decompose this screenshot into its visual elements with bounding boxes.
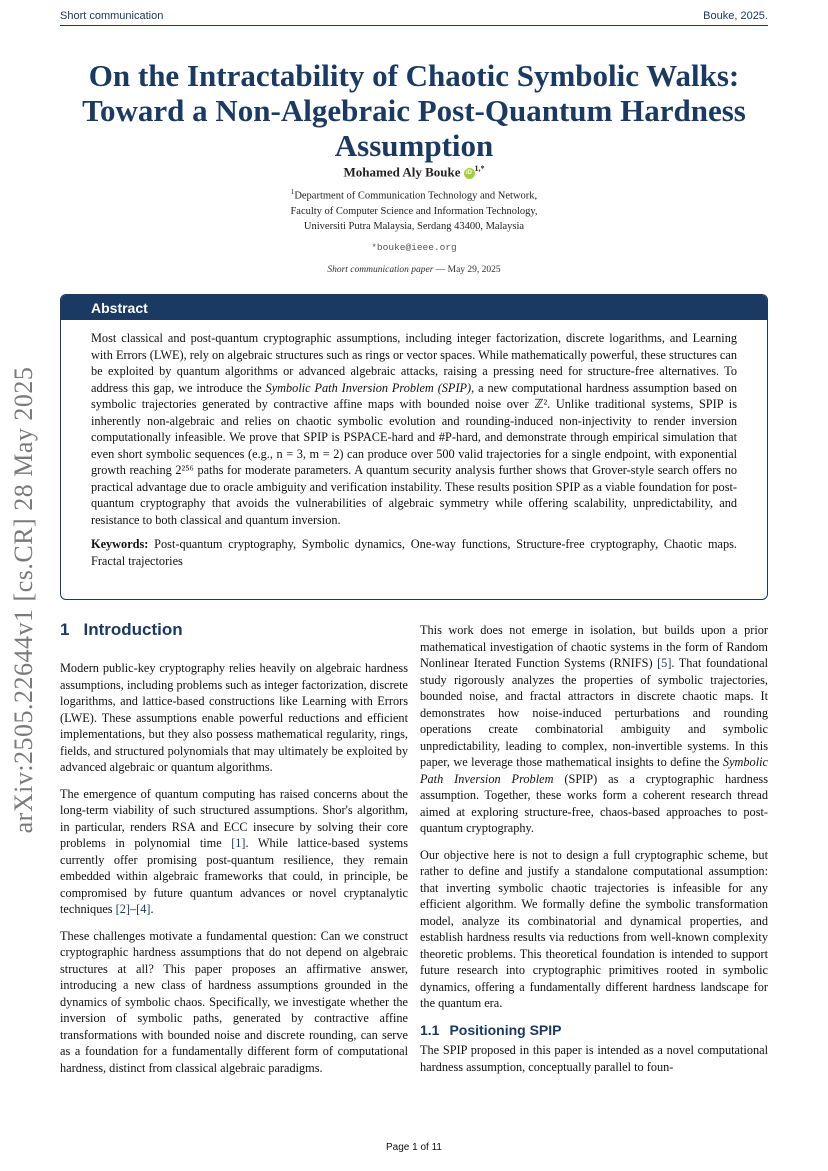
abstract-body — [61, 320, 767, 569]
section-number: 1 — [60, 620, 70, 639]
keywords — [91, 536, 737, 569]
intro-paragraph-2: The emergence of quantum computing has raised concerns about the long-term viability of such structured assumptions. Shor's algorithm, in particular, renders RSA and ECC insecure by solving their core problems in polynomial time [1]. While lattice-based systems currently offer promising post-quantum resilience, they remain embedded within algebraic frameworks that could, in principle, be compromised by future quantum advances or novel cryptanalytic techniques [2]–[4]. — [60, 786, 408, 916]
orcid-icon[interactable]: iD — [464, 168, 475, 179]
affiliation-line-1: $^1$Department of Communication Technology and Network, — [290, 188, 538, 202]
author-block — [60, 164, 768, 275]
keywords-list: Post-quantum cryptography, Symbolic dynamics, One-way functions, Structure-free cryptography, Chaotic maps. Fractal trajectories — [91, 537, 737, 568]
right-column — [420, 622, 768, 1085]
subsection-heading-positioning — [420, 1022, 768, 1039]
citation-link[interactable]: [2] — [115, 902, 131, 916]
intro-paragraph-5: Our objective here is not to design a full cryptographic scheme, but rather to define and justify a standalone computational assumption: that inverting symbolic chaotic trajectories is infeasible for any efficient algorithm. We formally define the symbolic transformation model, analyze its combinatorial and dynamical properties, and establish hardness results via reductions from well-known complexity theoretic problems. This theoretical foundation is intended to support future research into cryptographic primitives rooted in symbolic dynamics, offering a fundamentally different hardness landscape for the quantum era. — [420, 847, 768, 1010]
author-line — [60, 164, 768, 180]
paper-type-label: Short communication paper — [327, 264, 434, 275]
paper-title: On the Intractability of Chaotic Symbolic Walks: Toward a Non-Algebraic Post-Quantum Hardness Assumption — [82, 58, 746, 163]
arxiv-stamp — [0, 340, 48, 860]
keywords-label: Keywords: — [91, 537, 149, 551]
affiliation — [60, 185, 768, 234]
affiliation-mark: 1 — [290, 188, 295, 197]
affiliation-line-3: Universiti Putra Malaysia, Serdang 43400, Malaysia — [303, 220, 525, 232]
author-name: Mohamed Aly Bouke — [343, 164, 461, 180]
intro-paragraph-3: These challenges motivate a fundamental question: Can we construct cryptographic hardness assumptions that do not depend on algebraic structures at all? This paper proposes an affirmative answer, introducing a new class of hardness assumptions grounded in the dynamics of symbolic chaos. Specifically, we investigate whether the inversion of symbolic paths, generated by contractive affine transformations with bounded noise and discrete rounding, can serve as a foundation for a fundamentally different form of computational hardness, distinct from classical algebraic paradigms. — [60, 928, 408, 1075]
header-right-text: Bouke, 2025. — [703, 10, 768, 22]
arxiv-id-text: arXiv:2505.22644v1 [cs.CR] 28 May 2025 — [9, 366, 38, 834]
abstract-box — [60, 294, 768, 600]
positioning-paragraph-1: The SPIP proposed in this paper is intended as a novel computational hardness assumption, conceptually parallel to foun- — [420, 1043, 768, 1074]
page-footer: Page 1 of 11 — [386, 1142, 442, 1153]
section-heading-introduction — [60, 622, 408, 644]
abstract-heading: Abstract — [61, 295, 767, 320]
paper-date: — May 29, 2025 — [435, 264, 501, 275]
running-header — [60, 8, 768, 26]
section-title: Introduction — [83, 620, 183, 639]
spip-term: Symbolic Path Inversion Problem — [420, 755, 768, 786]
subsection-number: 1.1 — [420, 1021, 440, 1038]
author-marks: 1,* — [474, 164, 485, 173]
intro-paragraph-1: Modern public-key cryptography relies heavily on algebraic hardness assumptions, including problems such as integer factorization, discrete logarithms, and lattice-based constructions like Learning with Errors (LWE). These assumptions enable powerful reductions and efficient implementations, but they also possess mathematical regularity, rings, fields, and structured polynomials that may ultimately be exploited by advanced algebraic or quantum algorithms. — [60, 661, 408, 774]
subsection-title: Positioning SPIP — [449, 1021, 562, 1038]
spip-name: Symbolic Path Inversion Problem (SPIP) — [265, 380, 472, 395]
left-column — [60, 622, 408, 1086]
citation-link[interactable]: [1] — [231, 836, 246, 850]
intro-paragraph-4: This work does not emerge in isolation, but builds upon a prior mathematical investigation of chaotic systems in the form of Random Nonlinear Iterated Function Systems (RNIFS) [5]. That foundational study rigorously analyzes the properties of symbolic trajectories, bounded noise, and fractal attractors in discrete chaotic maps. It demonstrates how noise-induced perturbations and rounding operations create combinatorial ambiguity and symbolic unpredictability, leading to complex, non-invertible systems. In this paper, we leverage those mathematical insights to define the Symbolic Path Inversion Problem (SPIP) as a cryptographic hardness assumption. Together, these works form a coherent research thread aimed at exploring structure-free, chaos-based approaches to post-quantum cryptography. — [420, 623, 768, 835]
citation-link[interactable]: [4] — [136, 902, 151, 916]
author-email[interactable]: *bouke@ieee.org — [371, 241, 457, 253]
citation-link[interactable]: [5] — [657, 656, 672, 670]
header-left-text: Short communication — [60, 10, 164, 22]
affiliation-line-2: Faculty of Computer Science and Information Technology, — [290, 205, 538, 217]
paper-type-line — [60, 265, 768, 275]
abstract-text: Most classical and post-quantum cryptographic assumptions, including integer factorization, discrete logarithms, and Learning with Errors (LWE), rely on algebraic structures such as rings or vector spaces. While mathematically powerful, these structures can be exploited by quantum algorithms or advanced algebraic attacks, raising a pressing need for structure-free alternatives. To address this gap, we introduce the Symbolic Path Inversion Problem (SPIP), a new computational hardness assumption based on symbolic trajectories generated by contractive affine maps with bounded noise over ℤ². Unlike traditional systems, SPIP is inherently non-algebraic and relies on chaotic symbolic evolution and rounding-induced non-injectivity to render inversion computationally infeasible. We prove that SPIP is PSPACE-hard and #P-hard, and demonstrate through empirical simulation that even short symbolic sequences (e.g., n = 3, m = 2) can produce over 500 valid trajectories for a single endpoint, with exponential growth reaching 2²⁵⁶ paths for moderate parameters. A quantum security analysis further shows that Grover-style search offers no practical advantage due to oracle ambiguity and verification instability. These results position SPIP as a viable foundation for post-quantum cryptography that avoids the vulnerabilities of algebraic symmetry while offering scalability, unpredictability, and resistance to both classical and quantum inversion. — [91, 331, 738, 527]
